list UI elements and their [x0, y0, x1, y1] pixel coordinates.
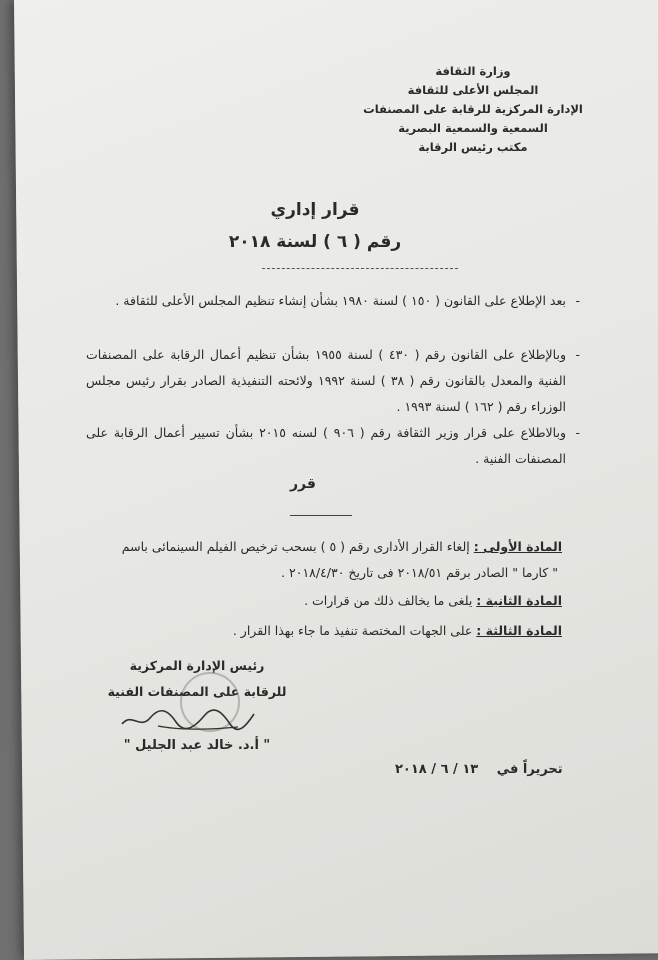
issue-date-value: ١٣ / ٦ / ٢٠١٨ [395, 762, 479, 777]
article-text: إلغاء القرار الأدارى رقم ( ٥ ) بسحب ترخيص الفيلم السينمائى باسم [121, 539, 470, 554]
signatory-name: " أ.د. خالد عبد الجليل " [123, 738, 271, 753]
letterhead-council: المجلس الأعلى للثقافة [407, 83, 539, 97]
preamble-text: وبالإطلاع على القانون رقم ( ٤٣٠ ) لسنة ١٩٥٥ بشأن تنظيم أعمال الرقابة على المصنفات الفنية والمعدل بالقانون رقم ( ٣٨ ) لسنة ١٩٩٢ ولائحته التنفيذية الصادر بقرار رئيس مجلس الوزراء رقم ( ١٦٢ ) لسنة ١٩٩٣ . [86, 347, 566, 414]
decision-heading: قرر [290, 476, 316, 492]
letterhead-office: مكتب رئيس الرقابة [418, 140, 528, 154]
letterhead-department: الإدارة المركزية للرقابة على المصنفات [363, 102, 583, 116]
article-label: المادة الأولى : [473, 539, 562, 554]
article-label: المادة الثانية : [476, 593, 562, 608]
bullet-dash: - [575, 293, 580, 308]
preamble-item [86, 288, 580, 314]
title-divider [262, 268, 458, 269]
letterhead-department-cont: السمعية والسمعية البصرية [398, 121, 548, 135]
signatory-title: رئيس الإدارة المركزية [129, 658, 265, 673]
preamble-text: وبالاطلاع على قرار وزير الثقافة رقم ( ٩٠٦ ) لسنه ٢٠١٥ بشأن تسيير أعمال الرقابة على المصنفات الفنية . [86, 425, 566, 466]
decision-divider [290, 515, 352, 516]
decision-number: رقم ( ٦ ) لسنة ٢٠١٨ [228, 232, 402, 252]
bullet-dash: - [575, 347, 580, 362]
issue-date [395, 762, 563, 777]
preamble-item [86, 420, 580, 472]
article-first [82, 534, 562, 560]
letterhead-ministry: وزارة الثقافة [435, 64, 511, 78]
signatory-department: للرقابة على المصنفات الفنية [107, 684, 287, 699]
article-second [82, 588, 562, 614]
article-label: المادة الثالثة : [476, 623, 562, 638]
handwritten-signature [118, 706, 258, 732]
article-third [82, 618, 562, 644]
preamble-text: بعد الإطلاع على القانون ( ١٥٠ ) لسنة ١٩٨٠ بشأن إنشاء تنظيم المجلس الأعلى للثقافة . [115, 293, 566, 308]
document-title: قرار إداري [270, 200, 360, 220]
letterhead [348, 62, 598, 157]
article-text: على الجهات المختصة تنفيذ ما جاء بهذا القرار . [232, 623, 473, 638]
article-text: يلغى ما يخالف ذلك من قرارات . [304, 593, 473, 608]
preamble-item [86, 342, 580, 420]
issue-date-label: تحريراً في [496, 762, 563, 777]
bullet-dash: - [575, 425, 580, 440]
article-first-continued: " كارما " الصادر برقم ٢٠١٨/٥١ فى تاريخ ٢٠١٨/٤/٣٠ . [281, 565, 558, 580]
